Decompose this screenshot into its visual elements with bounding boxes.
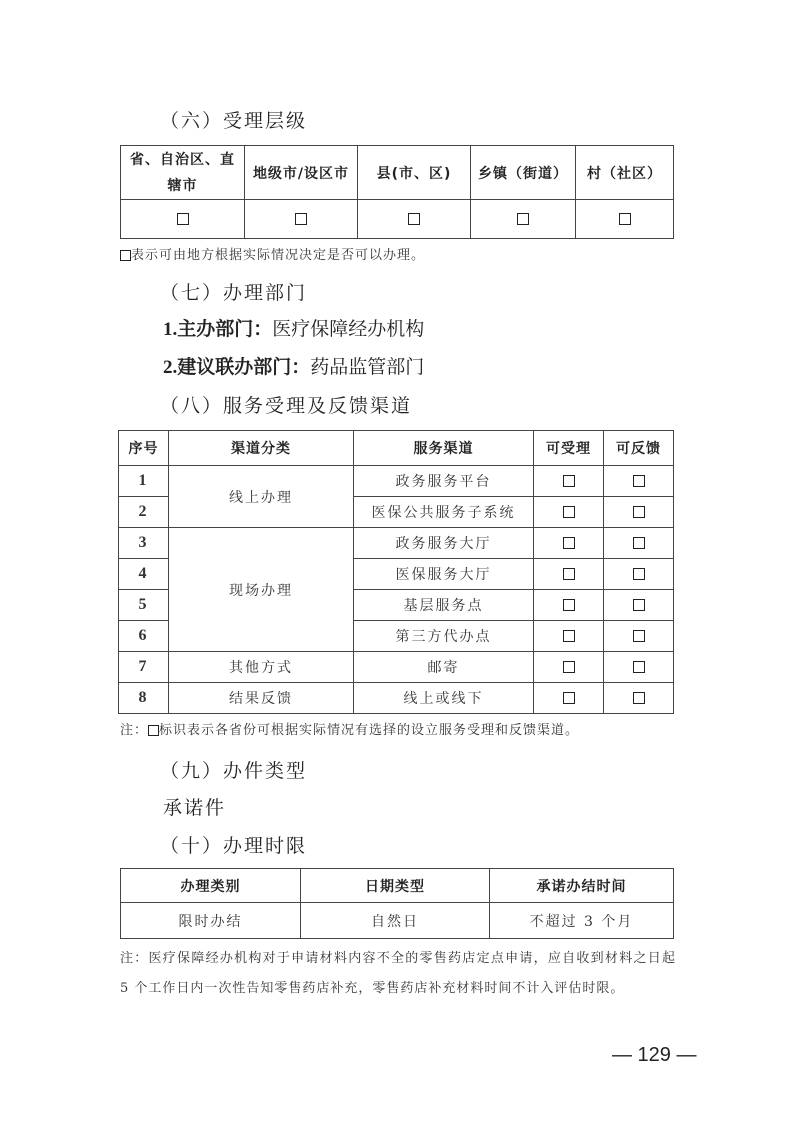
checkbox-feedback[interactable] (633, 475, 645, 487)
header-promised-time: 承诺办结时间 (490, 869, 674, 903)
acceptance-level-table (120, 145, 674, 239)
header-channel: 服务渠道 (354, 431, 534, 466)
checkbox-accept[interactable] (563, 506, 575, 518)
service-channel-table (118, 430, 674, 714)
checkbox-province[interactable] (177, 213, 189, 225)
table-row: 1 线上办理 政务服务平台 (119, 466, 674, 497)
checkbox-accept[interactable] (563, 475, 575, 487)
section7-heading: （七）办理部门 (160, 282, 308, 304)
table-row: 5 基层服务点 (119, 590, 674, 621)
header-city: 地级市/设区市 (245, 146, 358, 200)
checkbox-town[interactable] (517, 213, 529, 225)
section6-heading: （六）受理层级 (160, 110, 308, 132)
checkbox-feedback[interactable] (633, 568, 645, 580)
header-village: 村（社区） (576, 146, 674, 200)
page-number: — 129 — (612, 1044, 697, 1066)
time-limit-table (120, 868, 674, 939)
section6-note: 表示可由地方根据实际情况决定是否可以办理。 (120, 244, 425, 263)
category-online: 线上办理 (169, 466, 354, 528)
checkbox-village[interactable] (619, 213, 631, 225)
joint-department: 2.建议联办部门：药品监管部门 (163, 356, 425, 378)
section8-heading: （八）服务受理及反馈渠道 (160, 395, 413, 417)
header-province: 省、自治区、直辖市 (121, 146, 245, 200)
table-row: 4 医保服务大厅 (119, 559, 674, 590)
section8-note: 注： 标识表示各省份可根据实际情况有选择的设立服务受理和反馈渠道。 (120, 723, 580, 738)
category-result-feedback: 结果反馈 (169, 683, 354, 714)
checkbox-accept[interactable] (563, 568, 575, 580)
checkbox-accept[interactable] (563, 661, 575, 673)
table-row: 6 第三方代办点 (119, 621, 674, 652)
table-row: 8 结果反馈 线上或线下 (119, 683, 674, 714)
header-no: 序号 (119, 431, 169, 466)
checkbox-accept[interactable] (563, 630, 575, 642)
checkbox-feedback[interactable] (633, 506, 645, 518)
section9-heading: （九）办件类型 (160, 760, 308, 782)
header-type: 办理类别 (121, 869, 301, 903)
category-other: 其他方式 (169, 652, 354, 683)
table-row: 限时办结 自然日 不超过 3 个月 (121, 903, 674, 939)
checkbox-accept[interactable] (563, 599, 575, 611)
checkbox-feedback[interactable] (633, 630, 645, 642)
checkbox-symbol-icon (148, 725, 159, 736)
header-category: 渠道分类 (169, 431, 354, 466)
checkbox-county[interactable] (408, 213, 420, 225)
checkbox-feedback[interactable] (633, 692, 645, 704)
checkbox-accept[interactable] (563, 692, 575, 704)
category-onsite: 现场办理 (169, 528, 354, 652)
table-row: 2 医保公共服务子系统 (119, 497, 674, 528)
table-row: 3 现场办理 政务服务大厅 (119, 528, 674, 559)
section10-note: 注：医疗保障经办机构对于申请材料内容不全的零售药店定点申请，应自收到材料之日起 5 个工作日内一次性告知零售药店补充，零售药店补充材料时间不计入评估时限。 (120, 951, 676, 996)
checkbox-feedback[interactable] (633, 537, 645, 549)
checkbox-city[interactable] (295, 213, 307, 225)
header-county: 县(市、区) (358, 146, 471, 200)
lead-department: 1.主办部门：医疗保障经办机构 (163, 318, 425, 340)
header-accept: 可受理 (534, 431, 604, 466)
header-feedback: 可反馈 (604, 431, 674, 466)
header-date-type: 日期类型 (301, 869, 490, 903)
checkbox-symbol-icon (120, 250, 131, 261)
checkbox-feedback[interactable] (633, 661, 645, 673)
header-town: 乡镇（街道） (471, 146, 576, 200)
checkbox-feedback[interactable] (633, 599, 645, 611)
table-row: 7 其他方式 邮寄 (119, 652, 674, 683)
section10-heading: （十）办理时限 (160, 835, 308, 857)
case-type: 承诺件 (163, 797, 227, 819)
checkbox-accept[interactable] (563, 537, 575, 549)
